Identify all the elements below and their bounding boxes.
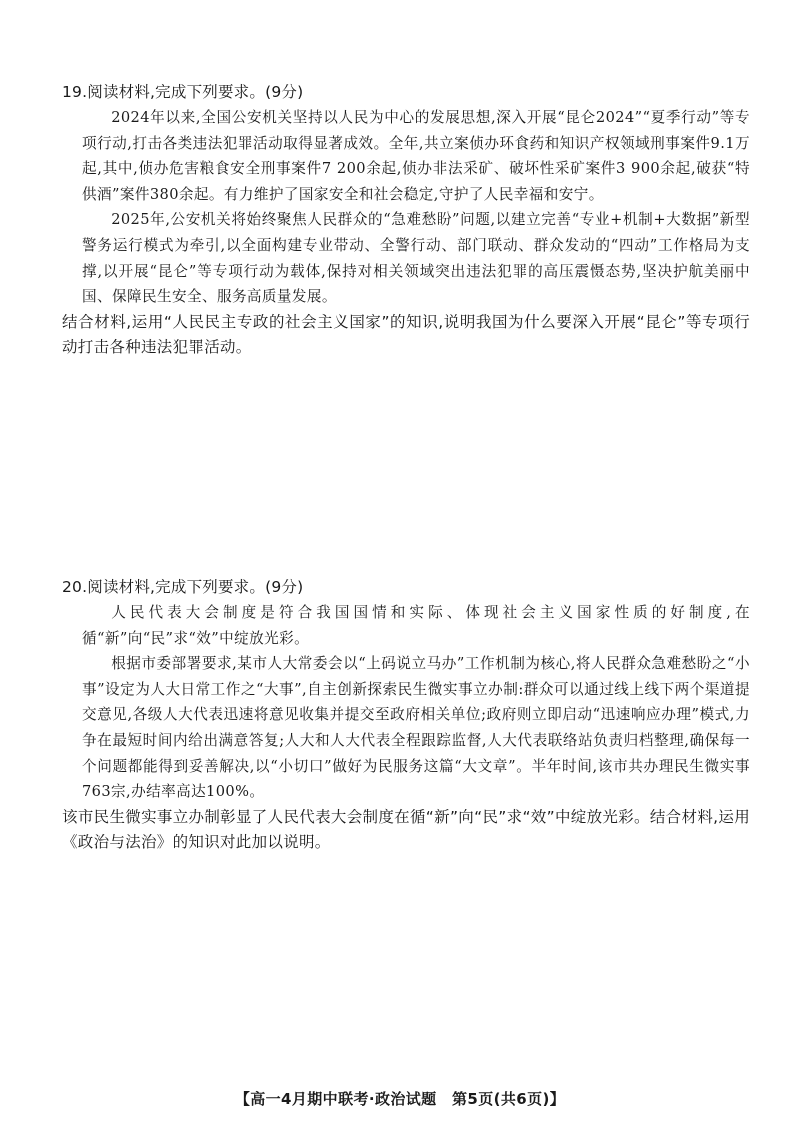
question-19 <box>62 80 750 361</box>
question-20-task: 该市民生微实事立办制彰显了人民代表大会制度在循“新”向“民”求“效”中绽放光彩。结合材料,运用《政治与法治》的知识对此加以说明。 <box>62 807 750 852</box>
question-20-heading: 20.阅读材料,完成下列要求。(9分) <box>62 578 304 596</box>
question-19-material-paragraph-1: 2024年以来,全国公安机关坚持以人民为中心的发展思想,深入开展“昆仑2024”“夏季行动”等专项行动,打击各类违法犯罪活动取得显著成效。全年,共立案侦办环食药和知识产权领域刑事案件9.1万起,其中,侦办危害粮食安全刑事案件7 200余起,侦办非法采矿、破坏性采矿案件3 900余起,破获“特供酒”案件380余起。有力维护了国家安全和社会稳定,守护了人民幸福和安宁。 <box>82 109 750 203</box>
question-20 <box>62 575 750 856</box>
question-20-material-paragraph-2: 根据市委部署要求,某市人大常委会以“上码说立马办”工作机制为核心,将人民群众急难愁盼之“小事”设定为人大日常工作之“大事”,自主创新探索民生微实事立办制:群众可以通过线上线下两个渠道提交意见,各级人大代表迅速将意见收集并提交至政府相关单位;政府则立即启动“迅速响应办理”模式,力争在最短时间内给出满意答复;人大和人大代表全程跟踪监督,人大代表联络站负责归档整理,确保每一个问题都能得到妥善解决,以“小切口”做好为民服务这篇“大文章”。半年时间,该市共办理民生微实事763宗,办结率高达100%。 <box>82 655 750 801</box>
page-footer: 【高一4月期中联考·政治试题 第5页(共6页)】 <box>234 1090 566 1108</box>
question-20-material-paragraph-1: 人民代表大会制度是符合我国国情和实际、体现社会主义国家性质的好制度,在循“新”向“民”求“效”中绽放光彩。 <box>82 604 750 647</box>
question-19-task: 结合材料,运用“人民民主专政的社会主义国家”的知识,说明我国为什么要深入开展“昆仑”等专项行动打击各种违法犯罪活动。 <box>62 312 750 357</box>
question-19-heading: 19.阅读材料,完成下列要求。(9分) <box>62 83 304 101</box>
question-19-material-paragraph-2: 2025年,公安机关将始终聚焦人民群众的“急难愁盼”问题,以建立完善“专业+机制+大数据”新型警务运行模式为牵引,以全面构建专业带动、全警行动、部门联动、群众发动的“四动”工作格局为支撑,以开展“昆仑”等专项行动为载体,保持对相关领域突出违法犯罪的高压震慑态势,坚决护航美丽中国、保障民生安全、服务高质量发展。 <box>82 211 750 306</box>
